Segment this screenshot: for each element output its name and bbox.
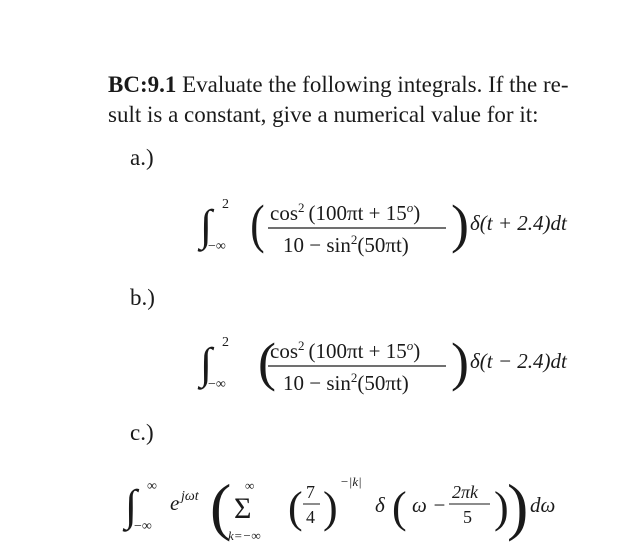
integral-lower-limit: −∞: [134, 519, 152, 534]
outer-left-paren: (: [210, 471, 232, 542]
left-paren: (: [258, 332, 276, 392]
omega-term: ω −: [412, 493, 447, 517]
delta-term: δ(t + 2.4)dt: [470, 211, 567, 235]
frac-numerator: 7: [306, 482, 315, 502]
sum-upper-limit: ∞: [245, 478, 255, 493]
exponential-base: e: [170, 491, 180, 515]
delta-term: δ(t − 2.4)dt: [470, 349, 567, 373]
problem-id: BC:9.1: [108, 72, 177, 97]
integral-sign: ∫: [200, 201, 213, 250]
integral-upper-limit: 2: [222, 197, 229, 212]
frac-right-paren: ): [323, 483, 338, 532]
numerator: $\cos^2 (100\pi t + 15^o)$: [270, 200, 421, 225]
exponential-power: jωt: [181, 489, 199, 504]
integral-lower-limit: −∞: [208, 377, 226, 392]
part-b-label: b.): [130, 285, 155, 310]
problem-text-line2: sult is a constant, give a numerical value for it:: [108, 102, 539, 127]
right-paren: ): [451, 332, 469, 392]
outer-right-paren: ): [507, 471, 529, 542]
denominator: $10 - \sin^2(50\pi t)$: [283, 232, 409, 257]
frac-power: −|k|: [340, 474, 362, 489]
delta-left-paren: (: [392, 483, 407, 532]
sum-lower-limit: k=−∞: [228, 528, 261, 543]
part-c-label: c.): [130, 420, 154, 445]
k-denominator: 5: [463, 507, 472, 527]
right-paren: ): [451, 194, 469, 254]
integral-upper-limit: 2: [222, 335, 229, 350]
problem-statement: [108, 70, 618, 130]
numerator: $\cos^2 (100\pi t + 15^o)$: [270, 338, 421, 363]
integral-lower-limit: −∞: [208, 239, 226, 254]
equation-b: [0, 318, 632, 408]
problem-text-line1: Evaluate the following integrals. If the re-: [182, 72, 569, 97]
equation-c: [0, 460, 632, 555]
integral-sign: ∫: [200, 339, 213, 388]
part-a-label: a.): [130, 145, 154, 170]
k-numerator: 2πk: [452, 482, 479, 502]
frac-denominator: 4: [306, 507, 315, 527]
left-paren: (: [250, 193, 265, 255]
integral-sign: ∫: [125, 481, 138, 530]
d-omega: dω: [530, 493, 556, 517]
frac-left-paren: (: [288, 483, 303, 532]
delta-symbol: δ: [375, 493, 385, 517]
integral-upper-limit: ∞: [147, 479, 157, 494]
delta-right-paren: ): [494, 483, 509, 532]
denominator: $10 - \sin^2(50\pi t)$: [283, 370, 409, 395]
sum-symbol: Σ: [234, 492, 252, 525]
equation-a: [0, 180, 632, 270]
